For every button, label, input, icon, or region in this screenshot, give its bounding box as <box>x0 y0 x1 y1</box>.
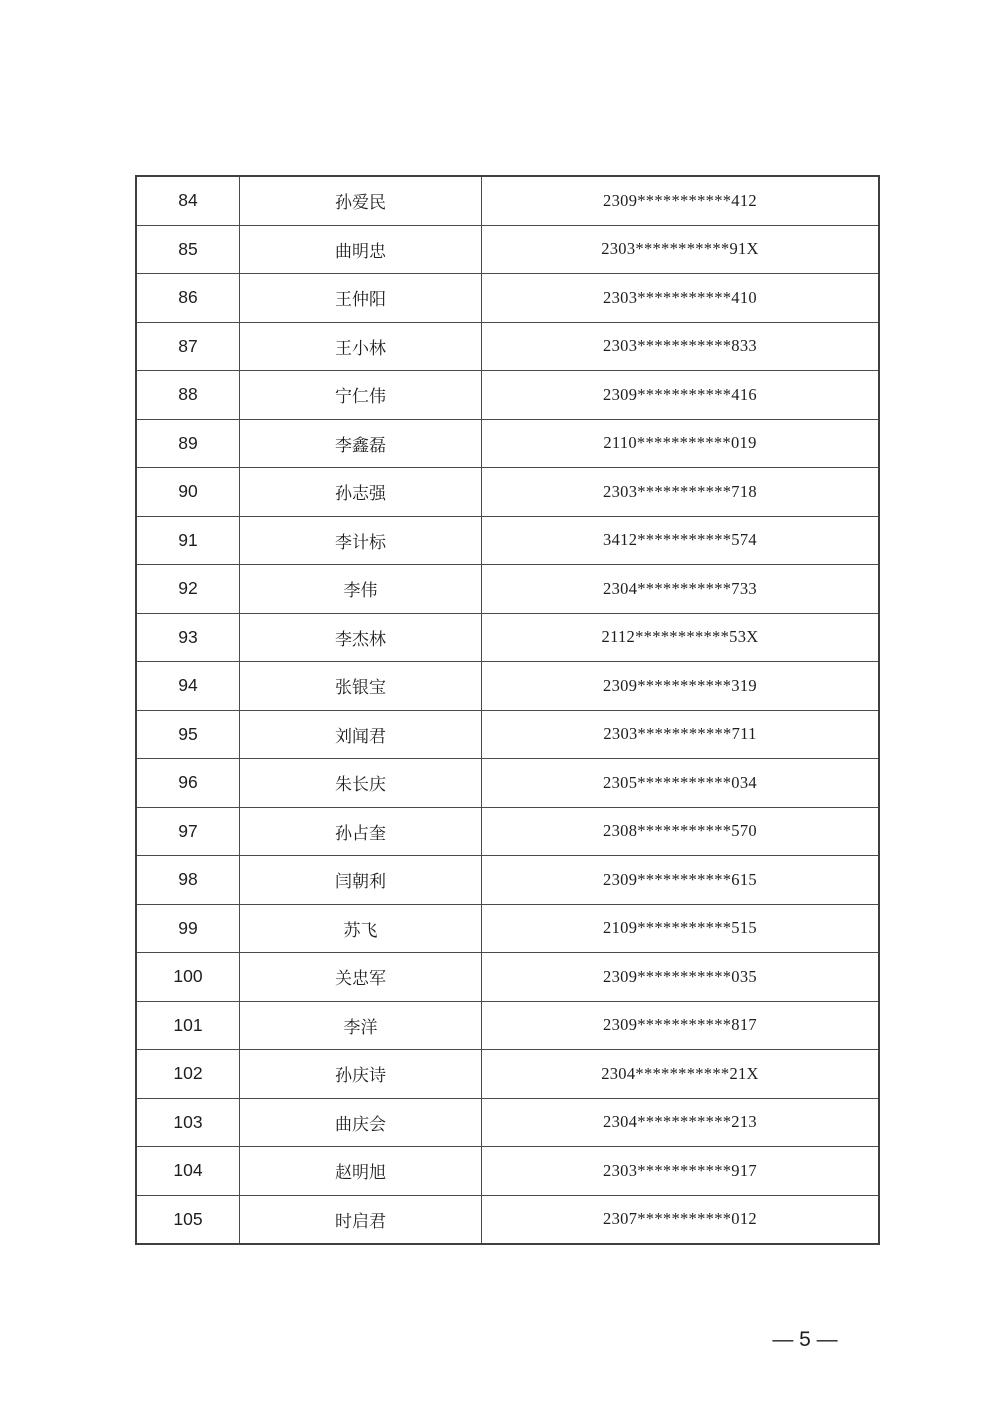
name-cell: 王仲阳 <box>240 274 482 323</box>
table-row <box>136 225 879 274</box>
id-number-cell: 2304***********21X <box>482 1050 880 1099</box>
row-number-cell: 86 <box>136 274 240 323</box>
name-cell: 李杰林 <box>240 613 482 662</box>
id-number-cell: 2303***********917 <box>482 1147 880 1196</box>
id-number-cell: 2309***********817 <box>482 1001 880 1050</box>
table-row <box>136 807 879 856</box>
row-number-cell: 87 <box>136 322 240 371</box>
table-row <box>136 468 879 517</box>
name-cell: 赵明旭 <box>240 1147 482 1196</box>
table-row <box>136 613 879 662</box>
name-cell: 孙庆诗 <box>240 1050 482 1099</box>
name-cell: 苏飞 <box>240 904 482 953</box>
name-cell: 李洋 <box>240 1001 482 1050</box>
row-number-cell: 93 <box>136 613 240 662</box>
table-row <box>136 759 879 808</box>
id-number-cell: 2309***********412 <box>482 176 880 225</box>
table-row <box>136 516 879 565</box>
name-cell: 宁仁伟 <box>240 371 482 420</box>
name-cell: 曲明忠 <box>240 225 482 274</box>
name-cell: 李计标 <box>240 516 482 565</box>
table-row <box>136 1195 879 1244</box>
row-number-cell: 91 <box>136 516 240 565</box>
table-row <box>136 419 879 468</box>
row-number-cell: 103 <box>136 1098 240 1147</box>
id-number-cell: 2303***********91X <box>482 225 880 274</box>
name-cell: 闫朝利 <box>240 856 482 905</box>
row-number-cell: 98 <box>136 856 240 905</box>
table-row <box>136 662 879 711</box>
id-number-cell: 2304***********213 <box>482 1098 880 1147</box>
name-cell: 张银宝 <box>240 662 482 711</box>
row-number-cell: 84 <box>136 176 240 225</box>
row-number-cell: 101 <box>136 1001 240 1050</box>
id-number-cell: 2303***********711 <box>482 710 880 759</box>
id-number-cell: 2308***********570 <box>482 807 880 856</box>
table-row <box>136 953 879 1002</box>
name-cell: 孙爱民 <box>240 176 482 225</box>
row-number-cell: 90 <box>136 468 240 517</box>
row-number-cell: 95 <box>136 710 240 759</box>
table-body <box>136 176 879 1244</box>
table-row <box>136 565 879 614</box>
id-number-cell: 2309***********615 <box>482 856 880 905</box>
table-row <box>136 371 879 420</box>
name-cell: 孙占奎 <box>240 807 482 856</box>
row-number-cell: 89 <box>136 419 240 468</box>
name-cell: 关忠军 <box>240 953 482 1002</box>
name-cell: 孙志强 <box>240 468 482 517</box>
table-row <box>136 322 879 371</box>
row-number-cell: 97 <box>136 807 240 856</box>
id-number-cell: 2309***********416 <box>482 371 880 420</box>
id-number-cell: 2309***********035 <box>482 953 880 1002</box>
id-number-cell: 2303***********833 <box>482 322 880 371</box>
id-number-cell: 2309***********319 <box>482 662 880 711</box>
table-row <box>136 1098 879 1147</box>
row-number-cell: 105 <box>136 1195 240 1244</box>
row-number-cell: 99 <box>136 904 240 953</box>
row-number-cell: 85 <box>136 225 240 274</box>
id-number-cell: 2304***********733 <box>482 565 880 614</box>
table-row <box>136 274 879 323</box>
table-row <box>136 1147 879 1196</box>
id-number-cell: 3412***********574 <box>482 516 880 565</box>
id-number-cell: 2303***********718 <box>482 468 880 517</box>
id-number-cell: 2109***********515 <box>482 904 880 953</box>
row-number-cell: 100 <box>136 953 240 1002</box>
table-row <box>136 176 879 225</box>
name-cell: 朱长庆 <box>240 759 482 808</box>
row-number-cell: 102 <box>136 1050 240 1099</box>
row-number-cell: 104 <box>136 1147 240 1196</box>
table-row <box>136 710 879 759</box>
id-number-cell: 2307***********012 <box>482 1195 880 1244</box>
id-number-cell: 2112***********53X <box>482 613 880 662</box>
row-number-cell: 94 <box>136 662 240 711</box>
name-cell: 王小林 <box>240 322 482 371</box>
row-number-cell: 88 <box>136 371 240 420</box>
name-cell: 曲庆会 <box>240 1098 482 1147</box>
id-number-cell: 2110***********019 <box>482 419 880 468</box>
name-cell: 时启君 <box>240 1195 482 1244</box>
table-row <box>136 904 879 953</box>
name-cell: 李鑫磊 <box>240 419 482 468</box>
roster-table <box>135 175 880 1245</box>
row-number-cell: 96 <box>136 759 240 808</box>
name-cell: 李伟 <box>240 565 482 614</box>
name-cell: 刘闻君 <box>240 710 482 759</box>
table-row <box>136 856 879 905</box>
page-number: — 5 — <box>772 1328 838 1351</box>
row-number-cell: 92 <box>136 565 240 614</box>
id-number-cell: 2305***********034 <box>482 759 880 808</box>
table-row <box>136 1050 879 1099</box>
table-row <box>136 1001 879 1050</box>
id-number-cell: 2303***********410 <box>482 274 880 323</box>
